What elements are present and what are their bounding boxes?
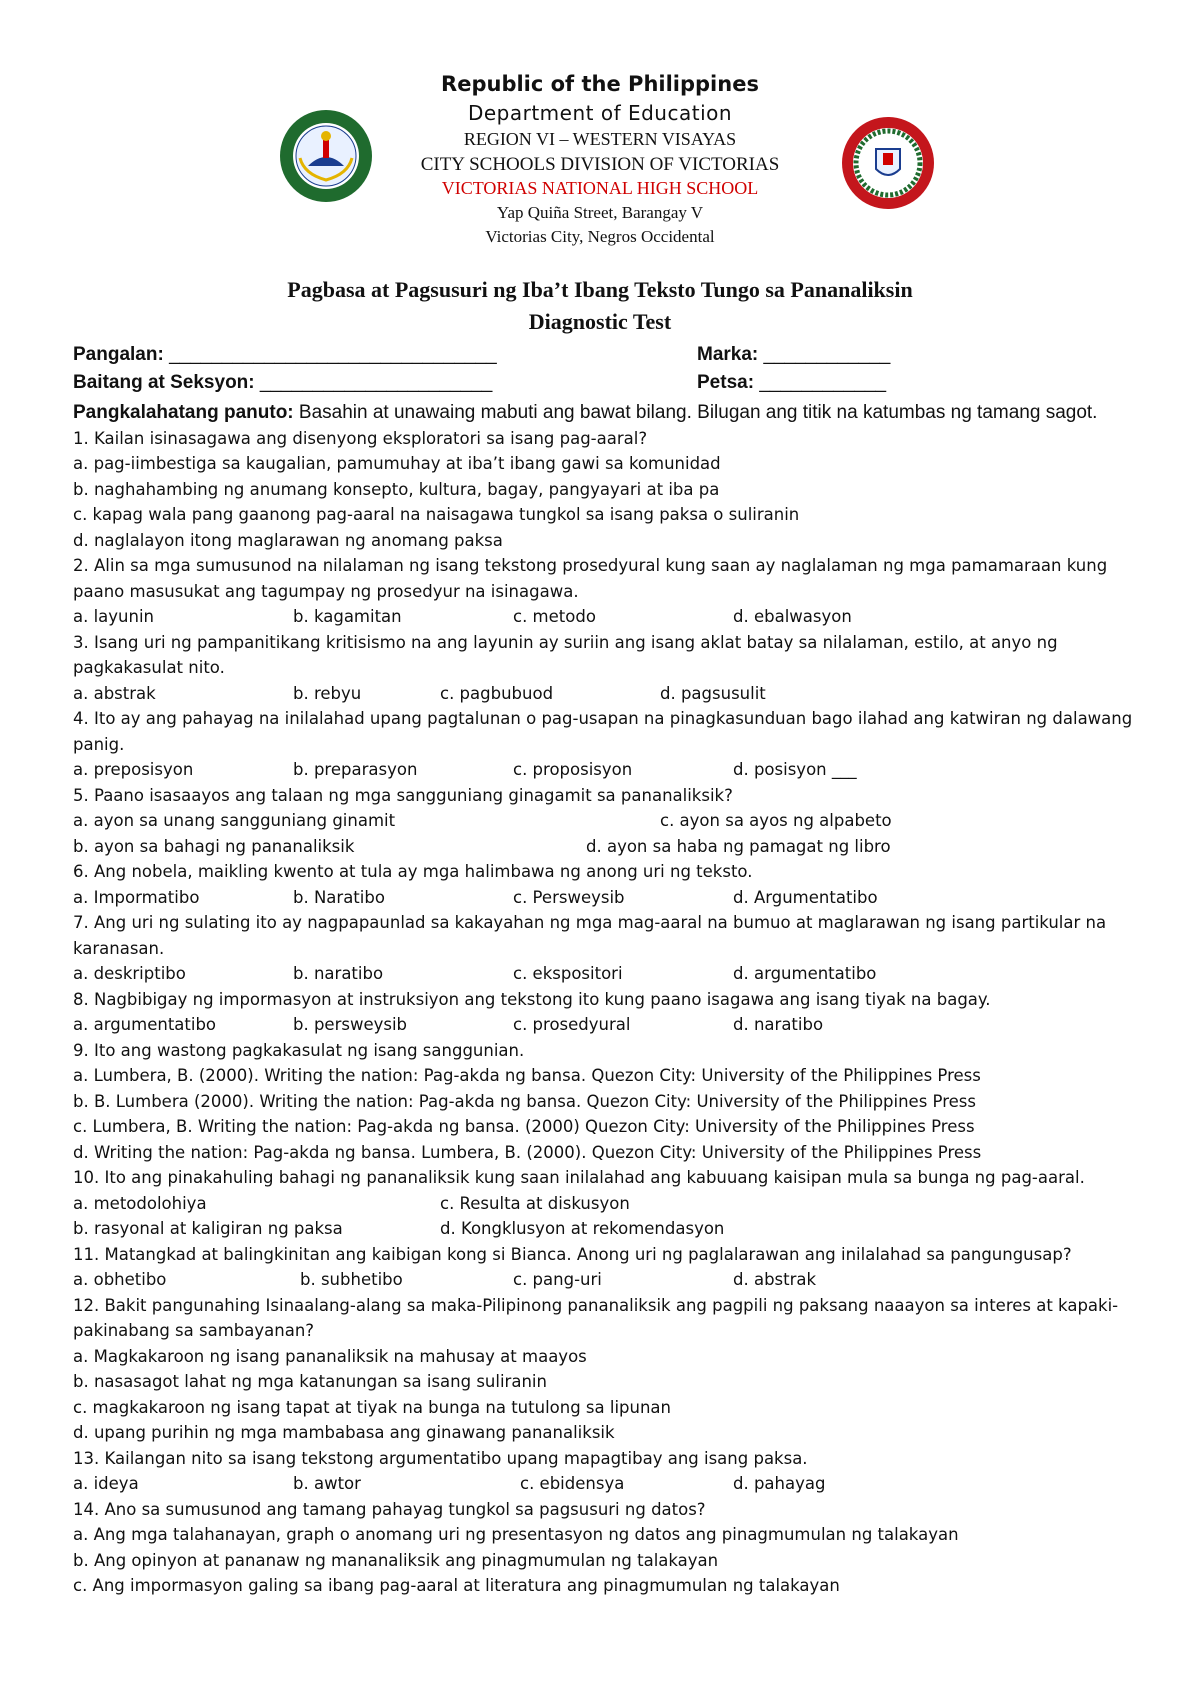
choices-row-3: [73, 681, 1133, 707]
date-field[interactable]: [697, 372, 886, 394]
choice-7b[interactable]: b. naratibo: [293, 964, 384, 983]
choice-1b[interactable]: b. naghahambing ng anumang konsepto, kultura, bagay, pangyayari at iba pa: [73, 479, 720, 499]
choices-row-2: [73, 604, 1133, 630]
header-address-2: Victorias City, Negros Occidental: [485, 227, 715, 246]
choice-9c[interactable]: c. Lumbera, B. Writing the nation: Pag-akda ng bansa. (2000) Quezon City: University of the Philippines Press: [73, 1117, 975, 1136]
question-14: 14. Ano sa sumusunod ang tamang pahayag tungkol sa pagsusuri ng datos?: [73, 1499, 706, 1519]
grade-section-field[interactable]: [73, 372, 492, 394]
choice-12c[interactable]: c. magkakaroon ng isang tapat at tiyak na bunga na tutulong sa lipunan: [73, 1397, 671, 1417]
date-label: Petsa:: [697, 372, 760, 393]
header-address-1: Yap Quiña Street, Barangay V: [496, 203, 704, 222]
choice-7a[interactable]: a. deskriptibo: [73, 964, 186, 983]
choice-3b[interactable]: b. rebyu: [293, 683, 362, 703]
choice-9a[interactable]: a. Lumbera, B. (2000). Writing the nation: Pag-akda ng bansa. Quezon City: University of the Philippines Press: [73, 1066, 981, 1085]
choices-row-10b: [73, 1216, 1133, 1242]
choice-2c[interactable]: c. metodo: [513, 607, 596, 626]
choice-4d[interactable]: d. posisyon ___: [733, 760, 857, 779]
header-division: CITY SCHOOLS DIVISION OF VICTORIAS: [420, 154, 780, 175]
choice-14a[interactable]: a. Ang mga talahanayan, graph o anomang uri ng presentasyon ng datos ang pinagmumulan ng talakayan: [73, 1525, 959, 1544]
choice-3c[interactable]: c. pagbubuod: [440, 683, 554, 703]
choices-row-11: [73, 1267, 1133, 1293]
choice-7d[interactable]: d. argumentatibo: [733, 964, 877, 983]
question-13: 13. Kailangan nito sa isang tekstong argumentatibo upang mapagtibay ang isang paksa.: [73, 1448, 808, 1468]
choice-5d[interactable]: d. ayon sa haba ng pamagat ng libro: [586, 836, 891, 856]
choice-4b[interactable]: b. preparasyon: [293, 760, 418, 779]
question-2: 2. Alin sa mga sumusunod na nilalaman ng isang tekstong prosedyural kung saan ay naglalaman ng mga pamamaraan kung paano masusukat ang tagumpay ng prosedyur na isinagawa.: [73, 556, 1108, 601]
header-school: VICTORIAS NATIONAL HIGH SCHOOL: [441, 178, 759, 198]
choice-6d[interactable]: d. Argumentatibo: [733, 887, 878, 907]
choices-row-5a: [73, 808, 1133, 834]
choice-5c[interactable]: c. ayon sa ayos ng alpabeto: [660, 811, 892, 830]
grade-section-label: Baitang at Seksyon:: [73, 372, 260, 393]
choices-row-6: [73, 885, 1133, 911]
choice-3d[interactable]: d. pagsusulit: [660, 683, 766, 703]
question-7: 7. Ang uri ng sulating ito ay nagpapaunlad sa kakayahan ng mga mag-aaral na bumuo at maglarawan ng isang partikular na karanasan.: [73, 913, 1107, 958]
choice-14b[interactable]: b. Ang opinyon at pananaw ng mananaliksik ang pinagmumulan ng talakayan: [73, 1550, 719, 1570]
choice-2a[interactable]: a. layunin: [73, 607, 155, 626]
name-label: Pangalan:: [73, 344, 170, 365]
choice-11d[interactable]: d. abstrak: [733, 1270, 817, 1289]
choice-5b[interactable]: b. ayon sa bahagi ng pananaliksik: [73, 836, 355, 856]
choice-1a[interactable]: a. pag-iimbestiga sa kaugalian, pamumuhay at iba’t ibang gawi sa komunidad: [73, 454, 721, 473]
choice-1c[interactable]: c. kapag wala pang gaanong pag-aaral na naisagawa tungkol sa isang paksa o suliranin: [73, 505, 800, 524]
choice-5a[interactable]: a. ayon sa unang sangguniang ginamit: [73, 811, 396, 830]
choices-row-4: [73, 757, 1133, 783]
choice-8d[interactable]: d. naratibo: [733, 1015, 824, 1034]
test-content: [73, 400, 1133, 1599]
question-5: 5. Paano isasaayos ang talaan ng mga sangguniang ginagamit sa pananaliksik?: [73, 785, 733, 805]
choice-6a[interactable]: a. Impormatibo: [73, 887, 200, 907]
question-8: 8. Nagbibigay ng impormasyon at instruksiyon ang tekstong ito kung paano isagawa ang isang tiyak na bagay.: [73, 989, 991, 1009]
header-department: Department of Education: [467, 101, 733, 125]
choices-row-8: [73, 1012, 1133, 1038]
instructions-label: Pangkalahatang panuto:: [73, 402, 294, 423]
question-11: 11. Matangkad at balingkinitan ang kaibigan kong si Bianca. Anong uri ng paglalarawan ang inilalahad sa pangungusap?: [73, 1244, 1072, 1264]
choice-10d[interactable]: d. Kongklusyon at rekomendasyon: [440, 1219, 725, 1238]
choice-12b[interactable]: b. nasasagot lahat ng mga katanungan sa isang suliranin: [73, 1372, 547, 1391]
choice-12a[interactable]: a. Magkakaroon ng isang pananaliksik na mahusay at maayos: [73, 1346, 587, 1366]
choices-row-7: [73, 961, 1133, 987]
choice-13b[interactable]: b. awtor: [293, 1474, 361, 1493]
choice-4a[interactable]: a. preposisyon: [73, 760, 194, 779]
choice-13a[interactable]: a. ideya: [73, 1474, 139, 1493]
page-title: Pagbasa at Pagsusuri ng Iba’t Ibang Teksto Tungo sa Pananaliksin: [287, 277, 913, 302]
general-instructions: [73, 400, 1133, 426]
choices-row-13: [73, 1471, 1133, 1497]
choices-row-10a: [73, 1191, 1133, 1217]
question-10: 10. Ito ang pinakahuling bahagi ng pananaliksik kung saan inilalahad ang kabuuang kaisipan mula sa bunga ng pag-aaral.: [73, 1168, 1085, 1187]
choice-8c[interactable]: c. prosedyural: [513, 1015, 631, 1034]
choice-8a[interactable]: a. argumentatibo: [73, 1015, 217, 1034]
choice-6c[interactable]: c. Persweysib: [513, 887, 625, 907]
grade-section-blank[interactable]: ______________________: [259, 372, 493, 393]
question-9: 9. Ito ang wastong pagkakasulat ng isang sanggunian.: [73, 1040, 525, 1060]
choice-10a[interactable]: a. metodolohiya: [73, 1193, 207, 1213]
choice-9d[interactable]: d. Writing the nation: Pag-akda ng bansa. Lumbera, B. (2000). Quezon City: University of the Philippines Press: [73, 1142, 982, 1162]
date-blank[interactable]: ____________: [759, 372, 887, 393]
choices-row-5b: [73, 834, 1133, 860]
choice-1d[interactable]: d. naglalayon itong maglarawan ng anomang paksa: [73, 530, 503, 550]
question-6: 6. Ang nobela, maikling kwento at tula ay mga halimbawa ng anong uri ng teksto.: [73, 862, 753, 881]
choice-13d[interactable]: d. pahayag: [733, 1474, 826, 1493]
question-3: 3. Isang uri ng pampanitikang kritisismo na ang layunin ay suriin ang isang aklat batay sa nilalaman, estilo, at anyo ng pagkakasulat nito.: [73, 632, 1058, 677]
score-field[interactable]: [697, 344, 890, 366]
choice-11c[interactable]: c. pang-uri: [513, 1270, 602, 1289]
choice-8b[interactable]: b. persweysib: [293, 1015, 408, 1034]
choice-3a[interactable]: a. abstrak: [73, 683, 156, 703]
choice-13c[interactable]: c. ebidensya: [520, 1474, 625, 1493]
choice-4c[interactable]: c. proposisyon: [513, 760, 633, 779]
choice-10b[interactable]: b. rasyonal at kaligiran ng paksa: [73, 1219, 343, 1238]
choice-2b[interactable]: b. kagamitan: [293, 607, 402, 626]
name-field[interactable]: [73, 344, 497, 366]
choice-6b[interactable]: b. Naratibo: [293, 887, 385, 907]
choice-11a[interactable]: a. obhetibo: [73, 1270, 167, 1289]
choice-9b[interactable]: b. B. Lumbera (2000). Writing the nation: Pag-akda ng bansa. Quezon City: University of the Philippines Press: [73, 1091, 976, 1111]
choice-11b[interactable]: b. subhetibo: [300, 1270, 403, 1289]
question-12: 12. Bakit pangunahing Isinaalang-alang sa maka-Pilipinong pananaliksik ang pagpili ng paksang naaayon sa interes at kapaki-pakinabang sa sambayanan?: [73, 1295, 1119, 1340]
score-blank[interactable]: ____________: [763, 344, 891, 365]
name-blank[interactable]: _______________________________: [169, 344, 497, 365]
choice-14c[interactable]: c. Ang impormasyon galing sa ibang pag-aaral at literatura ang pinagmumulan ng talakayan: [73, 1576, 840, 1595]
choice-2d[interactable]: d. ebalwasyon: [733, 607, 852, 626]
score-label: Marka:: [697, 344, 764, 365]
header-region: REGION VI – WESTERN VISAYAS: [463, 129, 737, 149]
choice-10c[interactable]: c. Resulta at diskusyon: [440, 1193, 630, 1213]
instructions-text: Basahin at unawaing mabuti ang bawat bilang. Bilugan ang titik na katumbas ng tamang sagot.: [293, 402, 1098, 423]
page-subtitle: Diagnostic Test: [528, 309, 672, 334]
choice-7c[interactable]: c. ekspositori: [513, 964, 623, 983]
choice-12d[interactable]: d. upang purihin ng mga mambabasa ang ginawang pananaliksik: [73, 1423, 615, 1442]
header-republic: Republic of the Philippines: [441, 72, 759, 96]
question-1: 1. Kailan isinasagawa ang disenyong eksploratori sa isang pag-aaral?: [73, 428, 648, 448]
question-4: 4. Ito ay ang pahayag na inilalahad upang pagtalunan o pag-usapan na pinagkasunduan bago ilahad ang katwiran ng dalawang panig.: [73, 709, 1133, 754]
